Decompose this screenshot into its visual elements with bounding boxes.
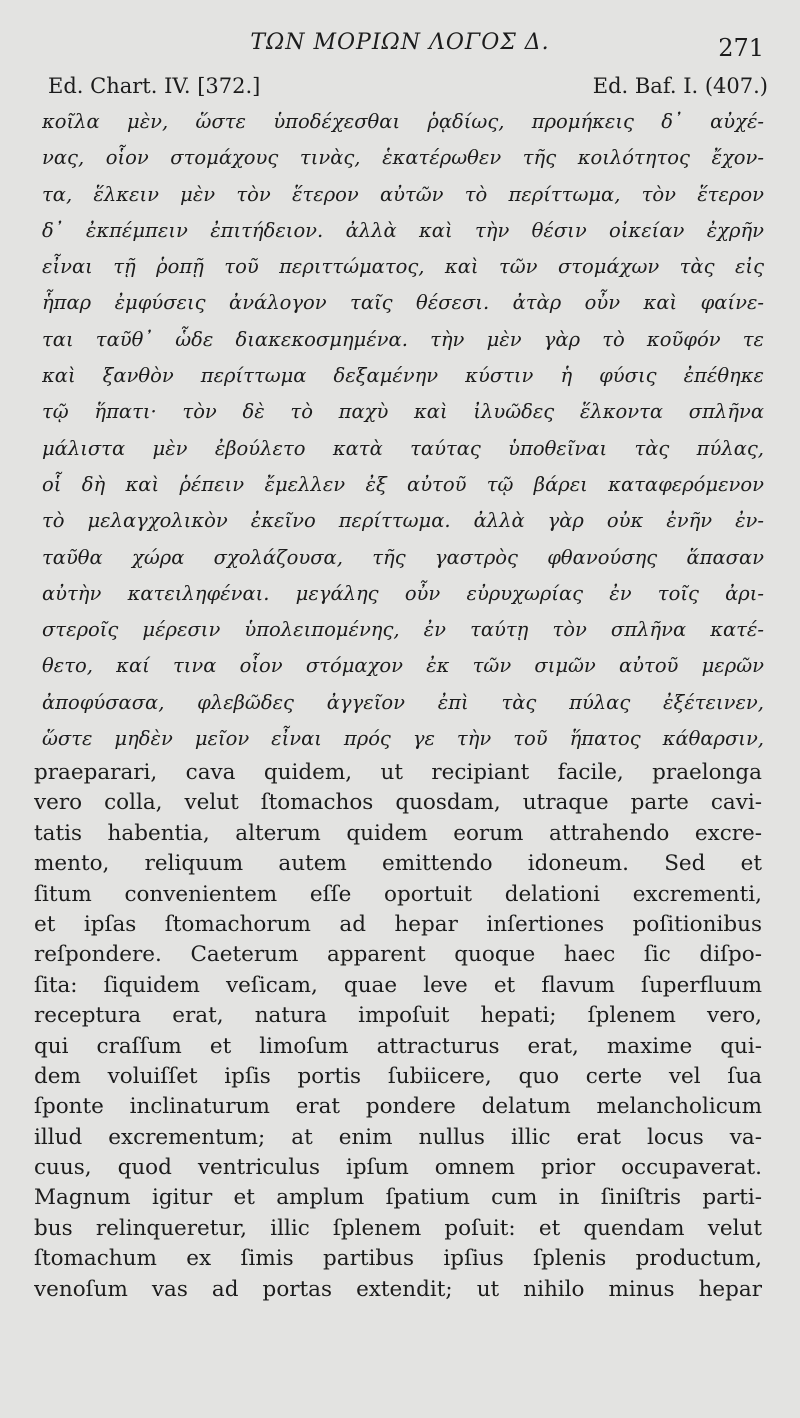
greek-line: αὐτὴν κατειληφέναι. μεγάλης οὖν εὐρυχωρίας ἐν τοῖς ἀρι- xyxy=(42,581,764,605)
greek-line: καὶ ξανθὸν περίττωμα δεξαμένην κύστιν ἡ φύσις ἐπέθηκε xyxy=(42,364,764,388)
latin-line: praeparari, cava quidem, ut recipiant facile, praelonga xyxy=(34,760,762,785)
latin-line: tatis habentia, alterum quidem eorum attrahendo excre- xyxy=(34,820,762,846)
greek-line: τὸ μελαγχολικὸν ἐκεῖνο περίττωμα. ἀλλὰ γὰρ οὐκ ἐνῆν ἐν- xyxy=(42,509,764,533)
latin-line: reſpondere. Caeterum apparent quoque haec ſic diſpo- xyxy=(34,942,762,968)
latin-line: receptura erat, natura impoſuit hepati; ſplenem vero, xyxy=(34,1003,762,1029)
greek-line: ὥστε μηδὲν μεῖον εἶναι πρός γε τὴν τοῦ ἥπατος κάθαρσιν, xyxy=(42,727,764,751)
running-title: ΤΩΝ ΜΟΡΙΩΝ ΛΟΓΟΣ Δ. xyxy=(250,30,550,55)
greek-line: τα, ἕλκειν μὲν τὸν ἕτερον αὐτῶν τὸ περίττωμα, τὸν ἕτερον xyxy=(42,182,764,206)
latin-line: venoſum vas ad portas extendit; ut nihilo minus hepar xyxy=(34,1276,762,1302)
latin-line: qui craſſum et limoſum attracturus erat, maxime qui- xyxy=(34,1033,762,1059)
latin-line: dem voluiſſet ipſis portis ſubiicere, quo certe vel ſua xyxy=(34,1063,762,1089)
greek-text-block xyxy=(42,104,764,757)
latin-line: vero colla, velut ſtomachos quosdam, utraque parte cavi- xyxy=(34,790,762,816)
greek-line: εἶναι τῇ ῥοπῇ τοῦ περιττώματος, καὶ τῶν στομάχων τὰς εἰς xyxy=(42,255,764,279)
latin-line: ſponte inclinaturum erat pondere delatum melancholicum xyxy=(34,1094,762,1120)
latin-line: mento, reliquum autem emittendo idoneum. Sed et xyxy=(34,851,762,877)
latin-text-block xyxy=(34,758,762,1305)
greek-line: ταῦθα χώρα σχολάζουσα, τῆς γαστρὸς φθανούσης ἅπασαν xyxy=(42,545,764,569)
greek-line: στεροῖς μέρεσιν ὑπολειπομένης, ἐν ταύτῃ τὸν σπλῆνα κατέ- xyxy=(42,618,764,642)
greek-line: ἀποφύσασα, φλεβῶδες ἀγγεῖον ἐπὶ τὰς πύλας ἐξέτεινεν, xyxy=(42,690,764,714)
greek-line: δ᾽ ἐκπέμπειν ἐπιτήδειον. ἀλλὰ καὶ τὴν θέσιν οἰκείαν ἐχρῆν xyxy=(42,218,764,242)
latin-line: bus relinqueretur, illic ſplenem poſuit: et quendam velut xyxy=(34,1215,762,1241)
page-number: 271 xyxy=(718,34,764,62)
greek-line: τῷ ἥπατι· τὸν δὲ τὸ παχὺ καὶ ἰλυῶδες ἕλκοντα σπλῆνα xyxy=(42,400,764,424)
latin-line: et ipſas ſtomachorum ad hepar inſertiones poſitionibus xyxy=(34,911,762,937)
greek-line: οἷ δὴ καὶ ῥέπειν ἔμελλεν ἐξ αὐτοῦ τῷ βάρει καταφερόμενον xyxy=(42,472,764,496)
latin-line: ſtomachum ex ſimis partibus ipſius ſplenis productum, xyxy=(34,1246,762,1272)
greek-line: κοῖλα μὲν, ὥστε ὑποδέχεσθαι ῥᾳδίως, προμήκεις δ᾽ αὐχέ- xyxy=(42,110,764,133)
latin-line: cuus, quod ventriculus ipſum omnem prior occupaverat. xyxy=(34,1155,762,1181)
greek-line: ται ταῦθ᾽ ὧδε διακεκοσμημένα. τὴν μὲν γὰρ τὸ κοῦφόν τε xyxy=(42,327,764,351)
latin-line: ſita: ſiquidem veſicam, quae leve et flavum ſuperfluum xyxy=(34,972,762,998)
latin-line: ſitum convenientem eſſe oportuit delationi excrementi, xyxy=(34,881,762,907)
greek-line: θετο, καί τινα οἷον στόμαχον ἐκ τῶν σιμῶν αὐτοῦ μερῶν xyxy=(42,654,764,678)
greek-line: νας, οἷον στομάχους τινὰς, ἑκατέρωθεν τῆς κοιλότητος ἔχον- xyxy=(42,146,764,170)
latin-line: illud excrementum; at enim nullus illic erat locus va- xyxy=(34,1124,762,1150)
greek-line: ἧπαρ ἐμφύσεις ἀνάλογον ταῖς θέσεσι. ἀτὰρ οὖν καὶ φαίνε- xyxy=(42,291,764,315)
edition-reference-left: Ed. Chart. IV. [372.] xyxy=(48,74,261,98)
edition-reference-right: Ed. Baf. I. (407.) xyxy=(592,74,768,98)
greek-line: μάλιστα μὲν ἐβούλετο κατὰ ταύτας ὑποθεῖναι τὰς πύλας, xyxy=(42,436,764,460)
latin-line: Magnum igitur et amplum ſpatium cum in ſiniſtris parti- xyxy=(34,1185,762,1211)
